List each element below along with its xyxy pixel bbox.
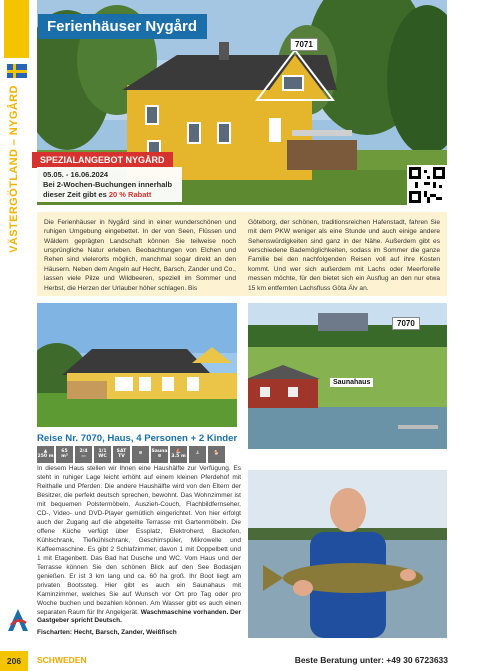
fish-species: Fischarten: Hecht, Barsch, Zander, Weißfisch bbox=[37, 629, 177, 636]
trip-title: Reise Nr. 7070, Haus, 4 Personen + 2 Kinder bbox=[37, 433, 238, 444]
angler-photo bbox=[248, 470, 447, 638]
qr-code[interactable] bbox=[407, 165, 447, 205]
feature-icons bbox=[37, 446, 225, 463]
page-title: Ferienhäuser Nygård bbox=[38, 14, 207, 39]
side-tab bbox=[4, 0, 29, 58]
pets-icon: 🐕 bbox=[208, 446, 225, 463]
intro-box bbox=[37, 212, 447, 296]
saunahaus-label: Saunahaus bbox=[330, 378, 373, 387]
boat-icon: ⛵ 3.5 m bbox=[170, 446, 187, 463]
offer-discount: 20 % Rabatt bbox=[108, 189, 152, 199]
region-label: VÄSTERGÖTLAND – NYGÅRD bbox=[8, 85, 21, 253]
fishing-icon: ⚓ bbox=[189, 446, 206, 463]
house-photo bbox=[37, 303, 237, 427]
sweden-flag-icon bbox=[7, 64, 27, 78]
wlan-icon: ≋ bbox=[132, 446, 149, 463]
ref-badge-7070: 7070 bbox=[392, 317, 420, 330]
bath-icon: 1/1 WC bbox=[94, 446, 111, 463]
footer-country: SCHWEDEN bbox=[37, 655, 87, 665]
intro-col2: Göteborg, der schönen, traditionsreichen Hafenstadt, fahren Sie mit dem PKW weniger als eine Stunde und auch einige andere Sehenswürdigkeiten sind ganz in der Nähe. Außerdem gibt es verschiedene Bademöglichkeiten, sodass im Sommer die ganze Familie bei den nachfolgenden Reisen voll auf ihre Kosten kommt. Und wer sich außerdem mit Lachs oder Meerforelle messen möchte, für den bietet sich ein Ausflug an den nur etwa 15 km entfernten Lachsfluss Göta Älv an. bbox=[248, 219, 440, 292]
page-number: 206 bbox=[0, 651, 28, 671]
company-logo bbox=[6, 607, 30, 633]
special-offer-tag: SPEZIALANGEBOT NYGÅRD bbox=[32, 152, 173, 168]
special-offer-box bbox=[37, 167, 182, 202]
offer-line1: Bei 2-Wochen-Buchungen innerhalb bbox=[43, 179, 173, 189]
trip-description-bold: Waschmaschine vorhanden. Der Gastgeber spricht Deutsch. bbox=[37, 608, 242, 625]
offer-line2: dieser Zeit gibt es bbox=[43, 189, 107, 199]
distance-icon: ▲ 250 m bbox=[37, 446, 54, 463]
trip-description: In diesem Haus stellen wir Ihnen eine Haushälfte zur Verfügung. Es steht in ruhiger Lage leicht erhöht auf einem kleinen Pferdehof mit Reithalle und Pferden. Die andere Haushälfte wird von den Eltern der Besitzer, die perfekt deutsch sprechen, bewohnt. Das Wohnzimmer ist mit bequemen Polstermöbeln, Auszieh-Couch, Flachbildfernseher, CD-, Video- und DVD-Player gemütlich eingerichtet. Von hier erfolgt auch der Zugang auf die abgeteilte Terrasse mit Gartenmöbeln. Die offene Küche verfügt über Essplatz, Elektroherd, Backofen, Kühlschrank, Tiefkühlschrank, Geschirrspüler, Mikrowelle und Kaffeemaschine. Es gibt 2 Schlafzimmer, davon 1 mit Doppelbett und 1 mit Etagenbett. Das Bad hat Dusche und WC. Vom Haus und der Terrasse können Sie den schönen Blick auf den See Bodasjøn genießen. Er ist 3 km lang und ca. 60 ha groß. Ihr Boot liegt am privaten Bootssteg. Hier gibt es auch ein Saunahaus mit Kaminzimmer, welches Sie auf Wunsch vor Ort pro Tag oder pro Woche buchen und bezahlen können. Am Wasser gibt es auch einen separaten Raum für Ihr Angelgerät. Waschmaschine vorhanden. Der Gastgeber spricht Deutsch. bbox=[37, 465, 242, 625]
area-icon: 65 m² bbox=[56, 446, 73, 463]
sauna-icon: Sauna ≋ bbox=[151, 446, 168, 463]
footer-contact: Beste Beratung unter: +49 30 6723633 bbox=[294, 655, 448, 665]
intro-col1: Die Ferienhäuser in Nygård sind in einer wunderschönen und ruhigen Umgebung eingebettet. In der von Seen, Flüssen und Wäldern geprägten Landschaft können Sie teilweise noch ursprüngliche Natur erleben. Beobachtungen von Elchen und Rehen sind vielerorts möglich, manchmal sogar direkt an den Häusern. Neben dem Angeln auf Hecht, Barsch, Zander und Co., lassen viele Pilze und Wildbeeren, speziell im Sommer und Herbst, die Herzen der Urlauber höher schlagen. Bis bbox=[44, 219, 236, 292]
offer-dates: 05.05. - 16.06.2024 bbox=[43, 170, 109, 179]
ref-badge-7071: 7071 bbox=[290, 38, 318, 51]
tv-icon: SAT TV bbox=[113, 446, 130, 463]
rooms-icon: 2/4 ▭ bbox=[75, 446, 92, 463]
